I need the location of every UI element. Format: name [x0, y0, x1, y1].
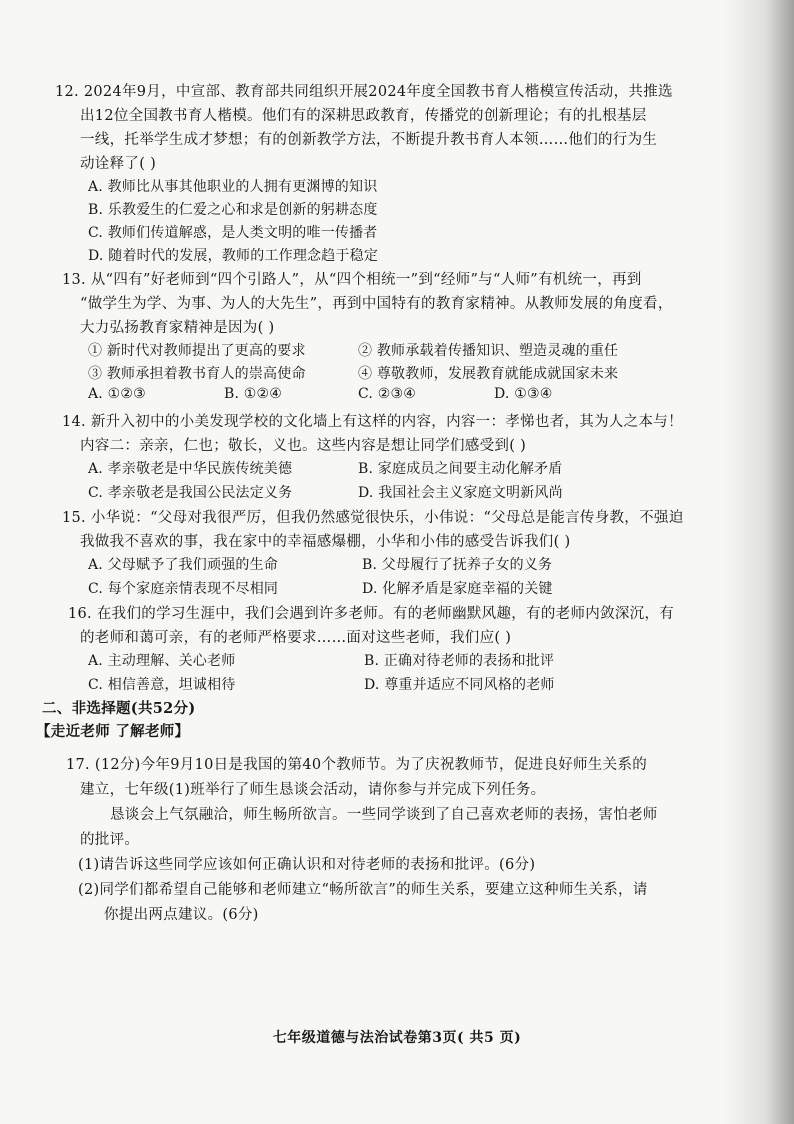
q14-line-2: 内容二：亲亲，仁也；敬长，义也。这些内容是想让同学们感受到( )	[80, 438, 527, 454]
q17-subquestion-2-line-1: (2)同学们都希望自己能够和老师建立“畅所欲言”的师生关系，要建立这种师生关系，请	[78, 882, 648, 898]
q13-line-3: 大力弘扬教育家精神是因为( )	[80, 320, 275, 336]
q13-option-b[interactable]: B. ①②④	[224, 386, 283, 402]
q12-line-4: 动诠释了( )	[80, 156, 157, 172]
q16-option-d[interactable]: D. 尊重并适应不同风格的老师	[364, 677, 555, 693]
q16-option-c[interactable]: C. 相信善意，坦诚相待	[88, 677, 236, 693]
q12-option-d[interactable]: D. 随着时代的发展，教师的工作理念趋于稳定	[88, 248, 379, 264]
q13-option-a[interactable]: A. ①②③	[88, 386, 146, 402]
q14-line-1: 14. 新升入初中的小美发现学校的文化墙上有这样的内容，内容一：孝悌也者，其为人之本与！	[62, 414, 683, 430]
q16-line-1: 16. 在我们的学习生涯中，我们会遇到许多老师。有的老师幽默风趣，有的老师内敛深沉，有	[68, 606, 675, 622]
q17-subquestion-2-line-2: 你提出两点建议。(6分)	[104, 907, 259, 923]
q17-subquestion-1: (1)请告诉这些同学应该如何正确认识和对待老师的表扬和批评。(6分)	[78, 857, 536, 873]
q15-line-1: 15. 小华说：“父母对我很严厉，但我仍然感觉很快乐，小伟说：“父母总是能言传身教，不强迫	[62, 510, 684, 526]
q14-option-c[interactable]: C. 孝亲敬老是我国公民法定义务	[88, 485, 293, 501]
q17-material-line-2: 的批评。	[80, 832, 140, 848]
q17-material-line-1: 恳谈会上气氛融洽，师生畅所欲言。一些同学谈到了自己喜欢老师的表扬，害怕老师	[110, 807, 658, 823]
q15-option-a[interactable]: A. 父母赋予了我们顽强的生命	[88, 557, 279, 573]
q13-line-1: 13. 从“四有”好老师到“四个引路人”，从“四个相统一”到“经师”与“人师”有机统一，再到	[62, 272, 642, 288]
scan-edge-shadow	[724, 0, 794, 1124]
q15-line-2: 我做我不喜欢的事，我在家中的幸福感爆棚，小华和小伟的感受告诉我们( )	[80, 534, 571, 550]
q14-option-d[interactable]: D. 我国社会主义家庭文明新风尚	[358, 485, 563, 501]
q12-line-2: 出12位全国教书育人楷模。他们有的深耕思政教育，传播党的创新理论；有的扎根基层	[80, 108, 647, 124]
q15-option-c[interactable]: C. 每个家庭亲情表现不尽相同	[88, 581, 279, 597]
q12-option-a[interactable]: A. 教师比从事其他职业的人拥有更渊博的知识	[88, 179, 378, 195]
q13-option-c[interactable]: C. ②③④	[358, 386, 416, 402]
q16-option-b[interactable]: B. 正确对待老师的表扬和批评	[364, 653, 555, 669]
section-2-heading: 二、非选择题(共52分)	[42, 700, 196, 717]
q14-option-a[interactable]: A. 孝亲敬老是中华民族传统美德	[88, 461, 293, 477]
q13-option-d[interactable]: D. ①③④	[494, 386, 553, 402]
q17-line-2: 建立，七年级(1)班举行了师生恳谈会活动，请你参与并完成下列任务。	[80, 782, 546, 798]
q15-option-b[interactable]: B. 父母履行了抚养子女的义务	[362, 557, 553, 573]
q16-option-a[interactable]: A. 主动理解、关心老师	[88, 653, 236, 669]
section-topic: 【走近老师 了解老师】	[36, 723, 190, 740]
q14-option-b[interactable]: B. 家庭成员之间要主动化解矛盾	[358, 461, 563, 477]
q17-line-1: 17. (12分)今年9月10日是我国的第40个教师节。为了庆祝教师节，促进良好师生关系的	[66, 757, 648, 773]
q12-line-3: 一线，托举学生成才梦想；有的创新教学方法，不断提升教书育人本领……他们的行为生	[80, 132, 658, 148]
q13-statement-4: ④ 尊敬教师，发展教育就能成就国家未来	[358, 366, 619, 382]
q16-line-2: 的老师和蔼可亲，有的老师严格要求……面对这些老师，我们应( )	[80, 630, 512, 646]
q12-line-1: 12. 2024年9月，中宣部、教育部共同组织开展2024年度全国教书育人楷模宣传活动，共推选	[55, 84, 673, 100]
q12-option-c[interactable]: C. 教师们传道解惑，是人类文明的唯一传播者	[88, 225, 378, 241]
q12-option-b[interactable]: B. 乐教爱生的仁爱之心和求是创新的躬耕态度	[88, 202, 378, 218]
page-footer: 七年级道德与法治试卷第3页( 共5 页)	[272, 1030, 522, 1046]
q13-statement-2: ② 教师承载着传播知识、塑造灵魂的重任	[358, 343, 619, 359]
q13-line-2: “做学生为学、为事、为人的大先生”，再到中国特有的教育家精神。从教师发展的角度看，	[80, 296, 673, 312]
q15-option-d[interactable]: D. 化解矛盾是家庭幸福的关键	[362, 581, 553, 597]
q13-statement-1: ① 新时代对教师提出了更高的要求	[88, 343, 306, 359]
q13-statement-3: ③ 教师承担着教书育人的崇高使命	[88, 366, 306, 382]
